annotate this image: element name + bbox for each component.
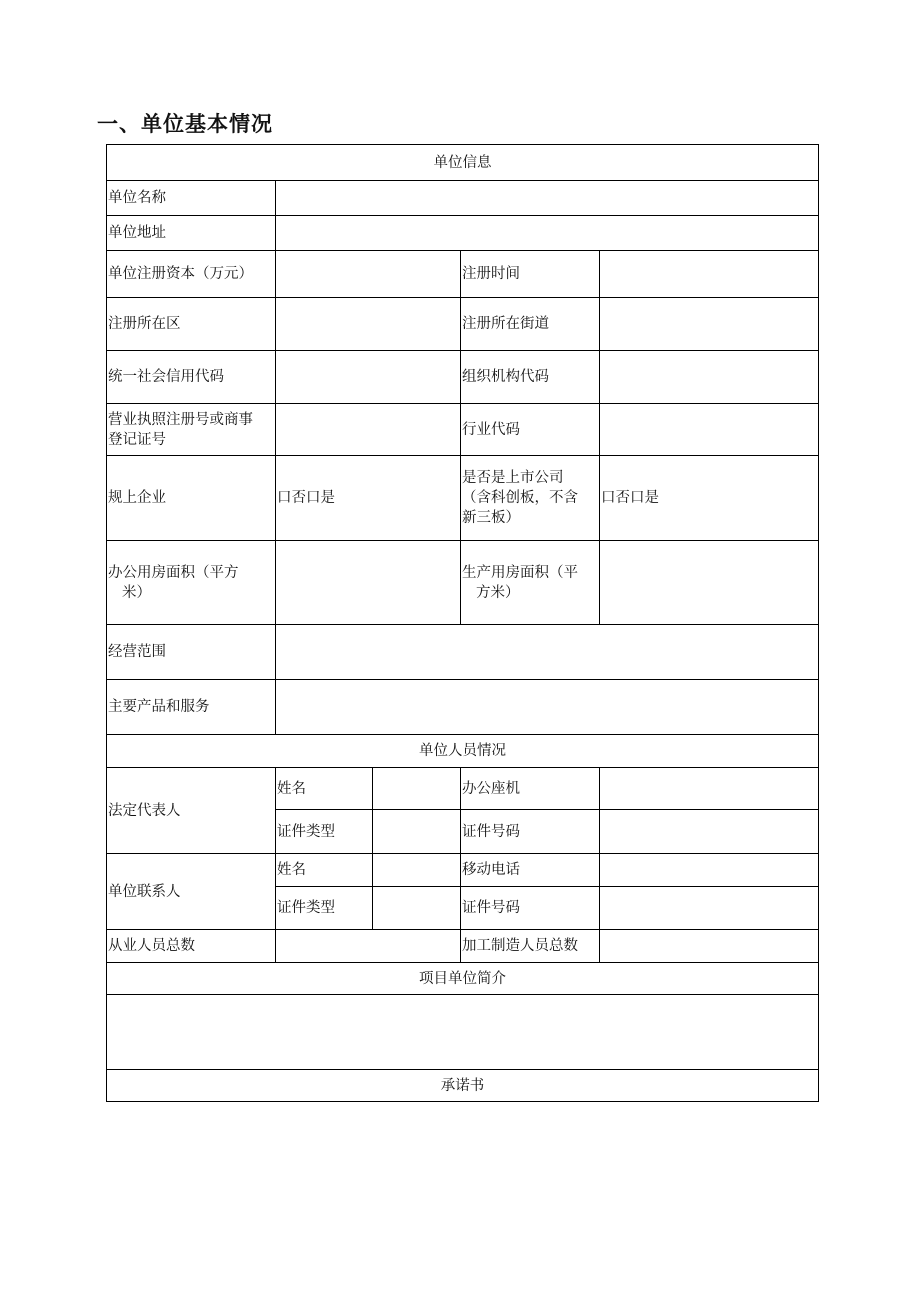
label-contact-name: 姓名 [276, 854, 373, 887]
label-reg-street: 注册所在街道 [461, 298, 600, 351]
main-products-field[interactable] [276, 680, 819, 735]
org-code-field[interactable] [600, 351, 819, 404]
reg-district-field[interactable] [276, 298, 461, 351]
industry-code-field[interactable] [600, 404, 819, 456]
unit-info-form [106, 144, 819, 1102]
registration-time-field[interactable] [600, 251, 819, 298]
label-listed-company [461, 456, 600, 541]
legal-rep-id-number-field[interactable] [600, 810, 819, 854]
label-contact-id-number: 证件号码 [461, 887, 600, 930]
legal-rep-id-type-field[interactable] [373, 810, 461, 854]
label-office-area [107, 541, 276, 625]
unit-name-field[interactable] [276, 181, 819, 216]
production-area-line2: 方米） [476, 584, 520, 601]
label-unit-contact: 单位联系人 [107, 854, 276, 930]
contact-name-field[interactable] [373, 854, 461, 887]
production-area-field[interactable] [600, 541, 819, 625]
label-reg-district: 注册所在区 [107, 298, 276, 351]
label-office-phone: 办公座机 [461, 768, 600, 810]
label-business-scope: 经营范围 [107, 625, 276, 680]
label-legal-rep-name: 姓名 [276, 768, 373, 810]
label-mobile-phone: 移动电话 [461, 854, 600, 887]
label-credit-code: 统一社会信用代码 [107, 351, 276, 404]
credit-code-field[interactable] [276, 351, 461, 404]
label-unit-address: 单位地址 [107, 216, 276, 251]
above-scale-checkboxes[interactable]: 口否口是 [276, 456, 461, 541]
section-profile: 项目单位简介 [107, 963, 819, 995]
label-industry-code: 行业代码 [461, 404, 600, 456]
label-registered-capital: 单位注册资本（万元） [107, 251, 276, 298]
label-main-products: 主要产品和服务 [107, 680, 276, 735]
registered-capital-field[interactable] [276, 251, 461, 298]
unit-address-field[interactable] [276, 216, 819, 251]
office-area-line1: 办公用房面积（平方 [108, 564, 239, 581]
label-contact-id-type: 证件类型 [276, 887, 373, 930]
reg-street-field[interactable] [600, 298, 819, 351]
legal-rep-name-field[interactable] [373, 768, 461, 810]
label-production-area [461, 541, 600, 625]
listed-label-line3: 新三板） [462, 510, 520, 526]
contact-id-type-field[interactable] [373, 887, 461, 930]
section-unit-info: 单位信息 [107, 145, 819, 181]
manufacturing-staff-field[interactable] [600, 930, 819, 963]
label-unit-name: 单位名称 [107, 181, 276, 216]
contact-id-number-field[interactable] [600, 887, 819, 930]
section-personnel: 单位人员情况 [107, 735, 819, 768]
business-scope-field[interactable] [276, 625, 819, 680]
label-legal-rep-id-number: 证件号码 [461, 810, 600, 854]
listed-label-line1: 是否是上市公司 [462, 470, 564, 486]
label-registration-time: 注册时间 [461, 251, 600, 298]
label-legal-rep: 法定代表人 [107, 768, 276, 854]
mobile-phone-field[interactable] [600, 854, 819, 887]
license-label-line1: 营业执照注册号或商事 [108, 411, 253, 428]
page-title: 一、单位基本情况 [97, 112, 273, 136]
listed-label-line2: （含科创板，不含 [462, 490, 578, 506]
production-area-line1: 生产用房面积（平 [462, 564, 578, 581]
license-number-field[interactable] [276, 404, 461, 456]
label-legal-rep-id-type: 证件类型 [276, 810, 373, 854]
label-license-number [107, 404, 276, 456]
total-employees-field[interactable] [276, 930, 461, 963]
label-above-scale: 规上企业 [107, 456, 276, 541]
office-phone-field[interactable] [600, 768, 819, 810]
label-org-code: 组织机构代码 [461, 351, 600, 404]
section-pledge: 承诺书 [107, 1070, 819, 1102]
listed-company-checkboxes[interactable]: 口否口是 [600, 456, 819, 541]
label-manufacturing-staff: 加工制造人员总数 [461, 930, 600, 963]
office-area-field[interactable] [276, 541, 461, 625]
license-label-line2: 登记证号 [108, 431, 166, 448]
label-total-employees: 从业人员总数 [107, 930, 276, 963]
profile-field[interactable] [107, 995, 819, 1070]
office-area-line2: 米） [122, 584, 151, 601]
